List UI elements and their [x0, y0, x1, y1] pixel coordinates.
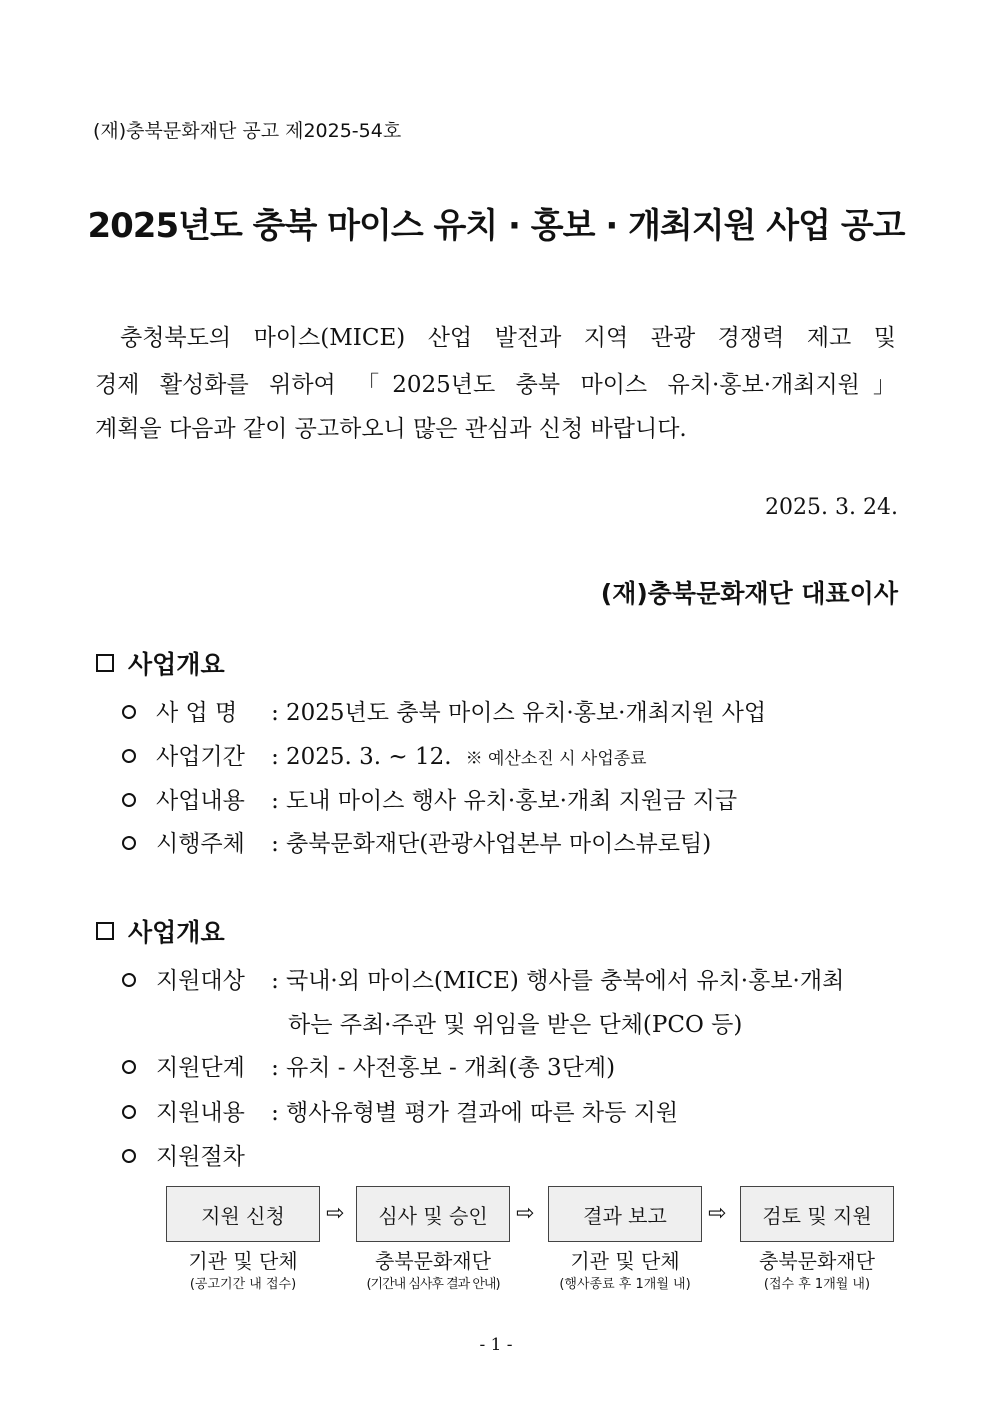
item-value: 2025. 3. ~ 12.: [286, 744, 452, 770]
intro-line-3: 계획을 다음과 같이 공고하오니 많은 관심과 신청 바랍니다.: [95, 416, 687, 442]
circle-bullet-icon: [122, 1149, 136, 1163]
item-label: 사업내용: [156, 788, 245, 814]
item-value: 행사유형별 평가 결과에 따른 차등 지원: [286, 1100, 679, 1126]
section2-item: [122, 1094, 678, 1127]
section-heading-1: [96, 645, 225, 681]
notice-number: (재)충북문화재단 공고 제2025-54호: [93, 120, 402, 142]
document-title: 2025년도 충북 마이스 유치 · 홍보 · 개최지원 사업 공고: [87, 206, 905, 246]
section-heading-label: 사업개요: [128, 918, 225, 947]
item-value-continuation: 하는 주최·주관 및 위임을 받은 단체(PCO 등): [288, 1012, 743, 1038]
right-arrow-icon: ⇨: [516, 1201, 535, 1226]
item-value: 충북문화재단(관광사업본부 마이스뷰로팀): [286, 831, 712, 857]
page-number: - 1 -: [479, 1335, 513, 1355]
section-heading-2: [96, 913, 225, 949]
flow-step-timing: (기간내 심사후 결과 안내): [366, 1277, 500, 1292]
flow-step-actor: 충북문화재단: [375, 1249, 491, 1273]
circle-bullet-icon: [122, 1105, 136, 1119]
flow-step-box: 결과 보고: [548, 1186, 702, 1242]
flow-step-actor: 기관 및 단체: [570, 1249, 680, 1273]
right-arrow-icon: ⇨: [708, 1201, 727, 1226]
item-colon: :: [271, 1055, 279, 1081]
circle-bullet-icon: [122, 1060, 136, 1074]
circle-bullet-icon: [122, 973, 136, 987]
item-colon: :: [271, 744, 279, 770]
item-value: 도내 마이스 행사 유치·홍보·개최 지원금 지급: [286, 788, 738, 814]
intro-line-1: 충청북도의 마이스(MICE) 산업 발전과 지역 관광 경쟁력 제고 및: [120, 325, 896, 351]
item-value: 유치 - 사전홍보 - 개최(총 3단계): [286, 1055, 616, 1081]
circle-bullet-icon: [122, 836, 136, 850]
item-label: 지원내용: [156, 1100, 245, 1126]
flow-step-actor: 충북문화재단: [759, 1249, 875, 1273]
square-bullet-icon: [96, 654, 114, 672]
flow-step-timing: (공고기간 내 접수): [189, 1277, 297, 1292]
item-colon: :: [271, 1100, 279, 1126]
flow-step-box: 지원 신청: [166, 1186, 320, 1242]
section2-item: [122, 1138, 264, 1171]
item-colon: :: [271, 831, 279, 857]
item-note: ※ 예산소진 시 사업종료: [465, 749, 647, 769]
item-label: 시행주체: [156, 831, 245, 857]
section-heading-label: 사업개요: [128, 650, 225, 679]
item-label: 사 업 명: [156, 700, 238, 726]
item-label: 지원대상: [156, 968, 245, 994]
flow-step-timing: (접수 후 1개월 내): [763, 1277, 871, 1292]
right-arrow-icon: ⇨: [326, 1201, 345, 1226]
item-label: 지원단계: [156, 1055, 245, 1081]
section1-item: [122, 694, 766, 727]
section2-item: [122, 962, 844, 995]
intro-line-2: 경제 활성화를 위하여 「2025년도 충북 마이스 유치·홍보·개최지원」: [95, 372, 896, 398]
item-colon: :: [271, 788, 279, 814]
item-value: 2025년도 충북 마이스 유치·홍보·개최지원 사업: [286, 700, 767, 726]
item-colon: :: [271, 700, 279, 726]
square-bullet-icon: [96, 922, 114, 940]
item-label: 지원절차: [156, 1144, 245, 1170]
flow-step-box: 심사 및 승인: [356, 1186, 510, 1242]
circle-bullet-icon: [122, 749, 136, 763]
notice-date: 2025. 3. 24.: [765, 495, 898, 520]
item-value: 국내·외 마이스(MICE) 행사를 충북에서 유치·홍보·개최: [286, 968, 845, 994]
flow-step-actor: 기관 및 단체: [188, 1249, 298, 1273]
section1-item: [122, 782, 737, 815]
item-colon: :: [271, 968, 279, 994]
circle-bullet-icon: [122, 705, 136, 719]
section2-item: [122, 1049, 615, 1082]
flow-step-box: 검토 및 지원: [740, 1186, 894, 1242]
item-label: 사업기간: [156, 744, 245, 770]
flow-step-timing: (행사종료 후 1개월 내): [559, 1277, 691, 1292]
circle-bullet-icon: [122, 793, 136, 807]
issuer: (재)충북문화재단 대표이사: [600, 579, 898, 608]
section1-item: [122, 825, 711, 858]
section1-item: [122, 738, 647, 771]
